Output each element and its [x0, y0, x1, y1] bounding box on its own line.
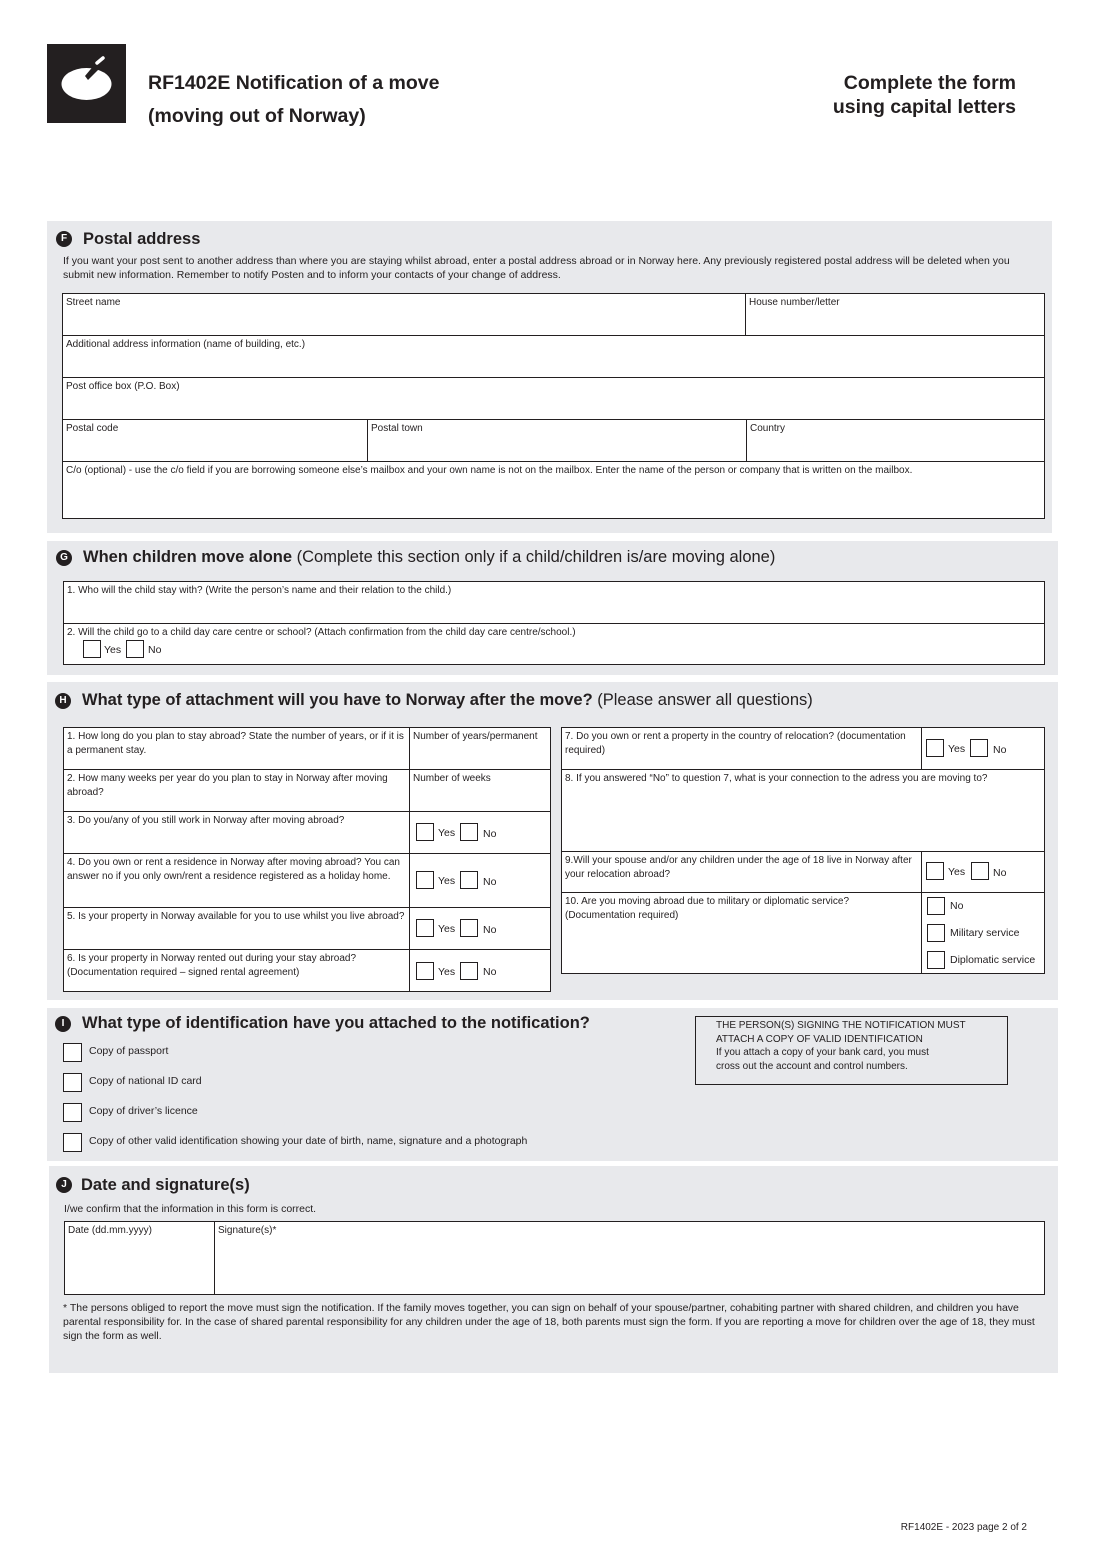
- h-q4-no-checkbox[interactable]: [460, 871, 478, 889]
- weeks-label: Number of weeks: [413, 773, 491, 784]
- section-h-badge: H: [55, 693, 71, 709]
- house-number-field[interactable]: [745, 293, 1045, 336]
- drivers-licence-checkbox[interactable]: [63, 1103, 82, 1122]
- postal-town-field[interactable]: [367, 419, 747, 462]
- other-id-checkbox[interactable]: [63, 1133, 82, 1152]
- section-f-description: If you want your post sent to another address than where you are staying whilst abroad, enter a postal address abroad or in Norway here. Any previously registered postal address will be deleted when you submit new information. Remember to notify Posten and to inform your contacts of your change of address.: [63, 255, 1010, 281]
- h-q2: [63, 769, 411, 812]
- h-q5-no-checkbox[interactable]: [460, 919, 478, 937]
- notice-line1: THE PERSON(S) SIGNING THE NOTIFICATION MUST: [716, 1020, 966, 1031]
- national-id-label: Copy of national ID card: [89, 1075, 202, 1087]
- country-field[interactable]: [746, 419, 1045, 462]
- child-daycare-question: [63, 623, 1045, 665]
- h-q6: [63, 949, 411, 992]
- h-q4-label: 4. Do you own or rent a residence in Norway after moving abroad? You can answer no if you only own/rent a residence registered as a holiday home.: [67, 857, 400, 882]
- section-h-subtitle: (Please answer all questions): [592, 691, 813, 709]
- postal-code-field[interactable]: [62, 419, 368, 462]
- h-q8-field[interactable]: [561, 769, 1045, 852]
- form-title-line2: (moving out of Norway): [148, 105, 366, 127]
- section-g-title: When children move alone: [83, 548, 293, 566]
- g-no-checkbox[interactable]: [126, 640, 144, 658]
- h-q9-no-label: No: [993, 867, 1007, 879]
- section-g-heading: [83, 548, 775, 567]
- confirm-text: I/we confirm that the information in this form is correct.: [64, 1203, 317, 1215]
- h-q10-label: 10. Are you moving abroad due to military or diplomatic service? (Documentation required): [565, 896, 850, 921]
- h-q3-no-label: No: [483, 828, 497, 840]
- h-q10-no-label: No: [950, 900, 964, 912]
- po-box-field[interactable]: [62, 377, 1045, 420]
- h-q3-no-checkbox[interactable]: [460, 823, 478, 841]
- section-i-heading: What type of identification have you attached to the notification?: [82, 1014, 590, 1032]
- instruction-line1: Complete the form: [843, 72, 1016, 94]
- h-q5-yes-label: Yes: [438, 923, 456, 935]
- section-f-heading: Postal address: [83, 230, 201, 248]
- h-q8-label: 8. If you answered “No” to question 7, what is your connection to the adress you are moving to?: [565, 773, 988, 784]
- notice-line4: cross out the account and control numbers.: [716, 1060, 908, 1072]
- h-q4-yes-checkbox[interactable]: [416, 871, 434, 889]
- h-q7-yes-checkbox[interactable]: [926, 739, 944, 757]
- h-q3-yes-checkbox[interactable]: [416, 823, 434, 841]
- h-q1: [63, 727, 411, 770]
- h-q5: [63, 907, 411, 950]
- h-q10: [561, 892, 923, 974]
- section-h-heading: [82, 691, 813, 710]
- h-q4-yes-label: Yes: [438, 875, 456, 887]
- street-name-label: Street name: [66, 297, 121, 308]
- h-q1-label: 1. How long do you plan to stay abroad? State the number of years, or if it is a permanent stay.: [67, 731, 404, 756]
- h-q10-diplomatic-checkbox[interactable]: [927, 951, 945, 969]
- date-field[interactable]: [64, 1221, 215, 1295]
- additional-address-field[interactable]: [62, 335, 1045, 378]
- h-q5-no-label: No: [483, 924, 497, 936]
- date-label: Date (dd.mm.yyyy): [68, 1225, 152, 1236]
- section-f-badge: F: [56, 231, 72, 247]
- h-q9: [561, 851, 923, 893]
- g-q1-label: 1. Who will the child stay with? (Write the person’s name and their relation to the child.): [67, 585, 452, 596]
- additional-address-label: Additional address information (name of building, etc.): [66, 339, 306, 350]
- g-yes-checkbox[interactable]: [83, 640, 101, 658]
- section-j-heading: Date and signature(s): [81, 1176, 250, 1194]
- h-q7: [561, 727, 923, 770]
- form-title-line1: RF1402E Notification of a move: [148, 72, 440, 94]
- h-q6-no-checkbox[interactable]: [460, 962, 478, 980]
- g-q2-label: 2. Will the child go to a child day care centre or school? (Attach confirmation from the child day care centre/school.): [67, 627, 576, 638]
- postal-code-label: Postal code: [66, 423, 119, 434]
- logo-icon: [47, 44, 126, 123]
- h-q10-no-checkbox[interactable]: [927, 897, 945, 915]
- h-q7-yes-label: Yes: [948, 743, 966, 755]
- country-label: Country: [750, 423, 786, 434]
- h-q7-no-label: No: [993, 744, 1007, 756]
- h-q6-yes-label: Yes: [438, 966, 456, 978]
- h-q3-label: 3. Do you/any of you still work in Norway after moving abroad?: [67, 815, 345, 826]
- instruction-line2: using capital letters: [832, 96, 1016, 118]
- postal-town-label: Postal town: [371, 423, 423, 434]
- h-q7-no-checkbox[interactable]: [970, 739, 988, 757]
- h-q9-yes-checkbox[interactable]: [926, 862, 944, 880]
- section-g-subtitle: (Complete this section only if a child/children is/are moving alone): [292, 548, 776, 566]
- notice-line3: If you attach a copy of your bank card, you must: [716, 1047, 929, 1058]
- section-i-badge: I: [55, 1016, 71, 1032]
- identification-notice-box: [695, 1016, 1008, 1085]
- tax-administration-logo: [47, 44, 126, 123]
- h-q4: [63, 853, 411, 909]
- child-stay-with-field[interactable]: [63, 581, 1045, 624]
- page-footer: RF1402E - 2023 page 2 of 2: [900, 1522, 1027, 1533]
- section-g-badge: G: [56, 550, 72, 566]
- h-q4-no-label: No: [483, 876, 497, 888]
- notice-line2: ATTACH A COPY OF VALID IDENTIFICATION: [716, 1033, 923, 1045]
- other-id-label: Copy of other valid identification showing your date of birth, name, signature and a photograph: [89, 1135, 528, 1147]
- h-q6-label: 6. Is your property in Norway rented out during your stay abroad? (Documentation required – signed rental agreement): [67, 953, 357, 978]
- passport-label: Copy of passport: [89, 1045, 169, 1057]
- h-q9-yes-label: Yes: [948, 866, 966, 878]
- h-q6-yes-checkbox[interactable]: [416, 962, 434, 980]
- h-q5-label: 5. Is your property in Norway available for you to use whilst you live abroad?: [67, 911, 405, 922]
- h-q9-label: 9.Will your spouse and/or any children under the age of 18 live in Norway after your relocation abroad?: [565, 855, 912, 880]
- h-q3-yes-label: Yes: [438, 827, 456, 839]
- h-q3: [63, 811, 411, 854]
- street-name-field[interactable]: [62, 293, 747, 336]
- h-q10-military-checkbox[interactable]: [927, 924, 945, 942]
- h-q7-label: 7. Do you own or rent a property in the country of relocation? (documentation required): [565, 731, 906, 756]
- h-q10-military-label: Military service: [950, 927, 1020, 939]
- co-label: C/o (optional) - use the c/o field if you are borrowing someone else’s mailbox and your own name is not on the mailbox. Enter the name of the person or company that is written on the mailbox.: [66, 465, 913, 476]
- passport-checkbox[interactable]: [63, 1043, 82, 1062]
- co-field[interactable]: [62, 461, 1045, 519]
- h-q6-no-label: No: [483, 966, 497, 978]
- po-box-label: Post office box (P.O. Box): [66, 381, 180, 392]
- signature-footnote: * The persons obliged to report the move must sign the notification. If the family moves together, you can sign on behalf of your spouse/partner, cohabiting partner with shared children, and children you have parental responsibility for. In the case of shared parental responsibility for any children under the age of 18, both parents must sign the form. If you are reporting a move for children over the age of 18, they must sign the form as well.: [63, 1302, 1035, 1342]
- years-field[interactable]: [409, 727, 551, 770]
- signature-field[interactable]: [214, 1221, 1045, 1295]
- section-h-title: What type of attachment will you have to Norway after the move?: [82, 691, 593, 709]
- h-q9-no-checkbox[interactable]: [971, 862, 989, 880]
- h-q10-diplomatic-label: Diplomatic service: [950, 954, 1036, 966]
- h-q5-yes-checkbox[interactable]: [416, 919, 434, 937]
- drivers-licence-label: Copy of driver’s licence: [89, 1105, 198, 1117]
- section-j-badge: J: [56, 1177, 72, 1193]
- g-yes-label: Yes: [104, 644, 122, 656]
- years-label: Number of years/permanent: [413, 731, 538, 742]
- g-no-label: No: [148, 644, 162, 656]
- weeks-field[interactable]: [409, 769, 551, 812]
- h-q2-label: 2. How many weeks per year do you plan to stay in Norway after moving abroad?: [67, 773, 388, 798]
- national-id-checkbox[interactable]: [63, 1073, 82, 1092]
- house-number-label: House number/letter: [749, 297, 840, 308]
- signature-label: Signature(s)*: [218, 1225, 277, 1236]
